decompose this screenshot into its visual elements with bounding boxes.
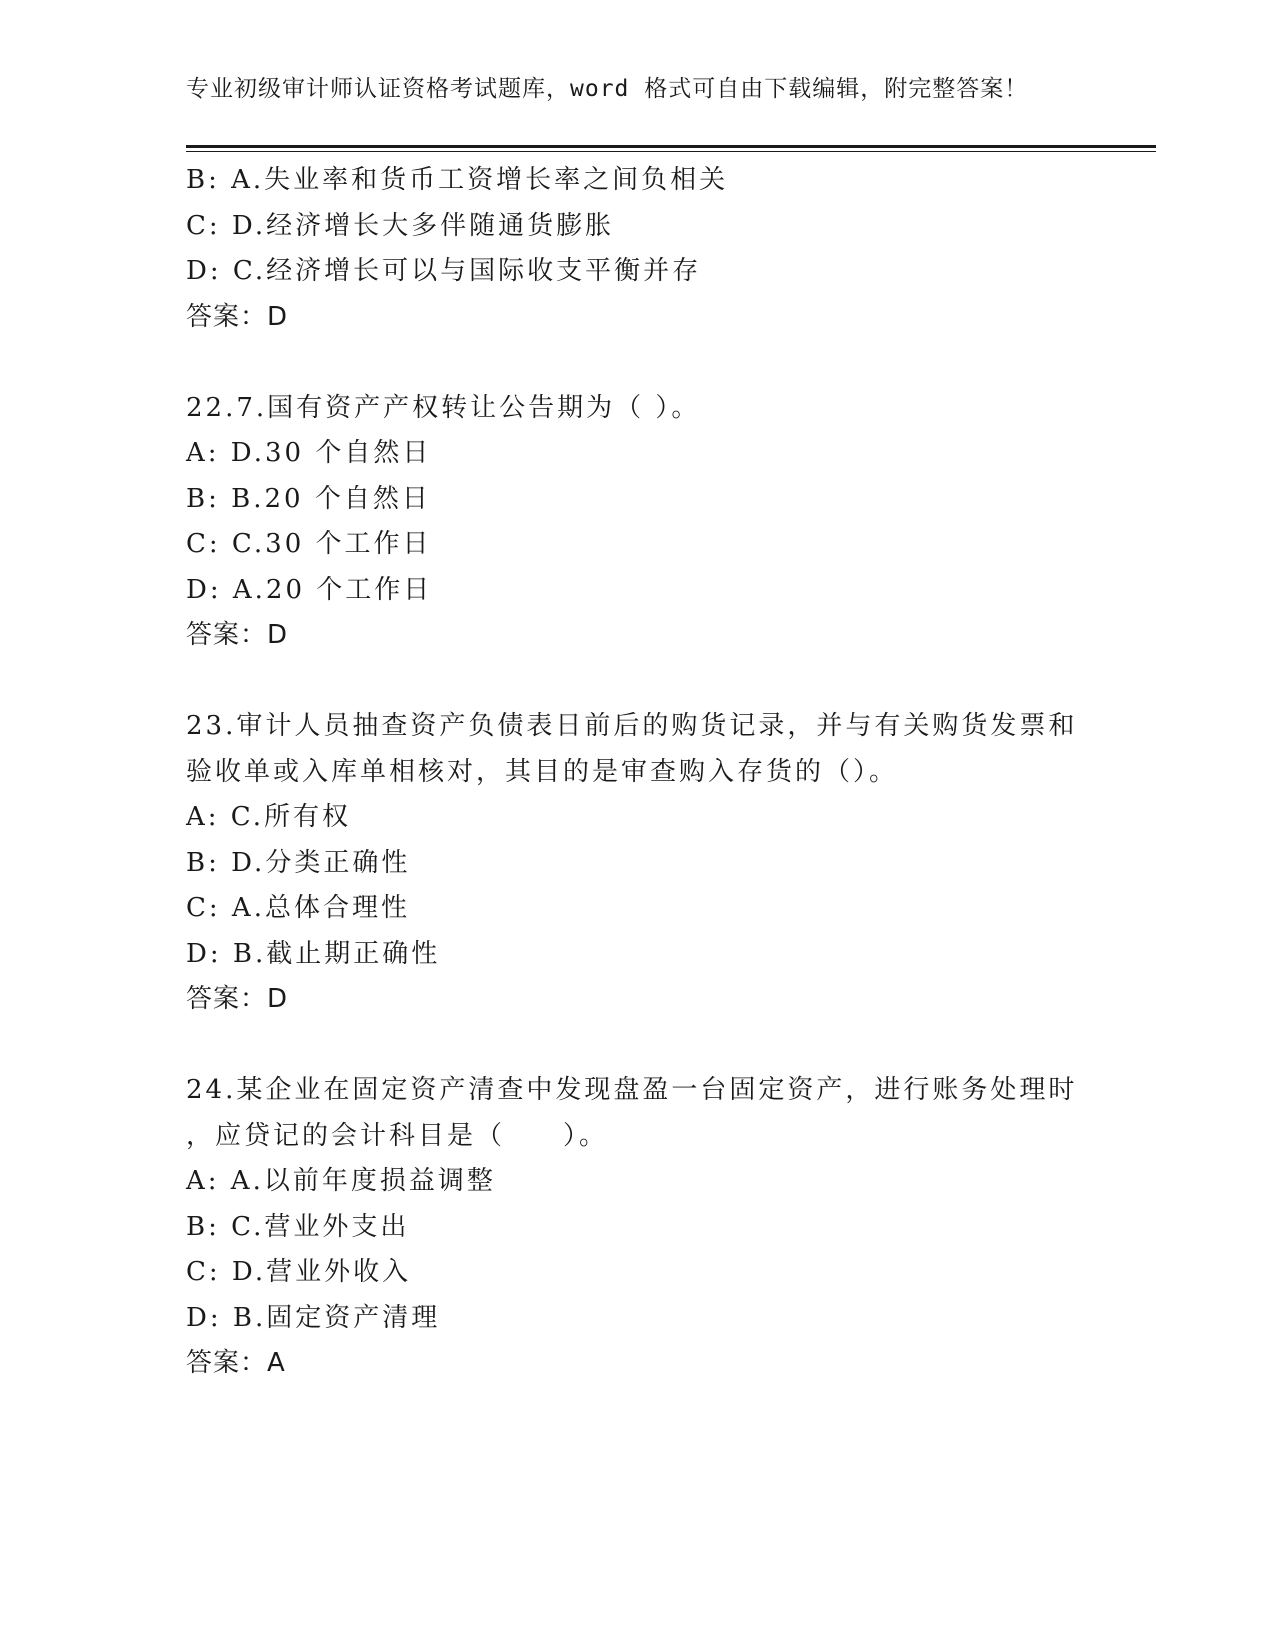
header-rule-thick [186, 145, 1156, 148]
question-22 [186, 386, 1086, 659]
option-c: C: C.30 个工作日 [186, 529, 432, 559]
answer: 答案：D [186, 301, 289, 332]
document-header: 专业初级审计师认证资格考试题库，word 格式可自由下载编辑，附完整答案！ [186, 76, 1029, 102]
header-rule-thin [186, 151, 1156, 152]
question-21-tail [186, 158, 1086, 340]
option-d: D: A.20 个工作日 [186, 574, 433, 605]
option-a: A: D.30 个自然日 [186, 438, 432, 468]
option-c: C: D.营业外收入 [186, 1257, 412, 1287]
question-stem-line-1: 24.某企业在固定资产清查中发现盘盈一台固定资产，进行账务处理时 [186, 1075, 1078, 1105]
question-23 [186, 704, 1086, 1023]
answer: 答案：A [186, 1348, 286, 1378]
question-24 [186, 1068, 1086, 1387]
option-d: D: C.经济增长可以与国际收支平衡并存 [186, 256, 702, 286]
option-d: D: B.固定资产清理 [186, 1302, 441, 1333]
option-b: B: B.20 个自然日 [186, 483, 431, 514]
option-b: B: D.分类正确性 [186, 847, 411, 878]
answer: 答案：D [186, 620, 289, 650]
question-stem-line-1: 23.审计人员抽查资产负债表日前后的购货记录，并与有关购货发票和 [186, 711, 1078, 741]
question-stem-line-2: 验收单或入库单相核对，其目的是审查购入存货的（）。 [186, 756, 899, 787]
question-list [186, 158, 1086, 1387]
answer: 答案：D [186, 984, 289, 1014]
question-stem: 22.7.国有资产产权转让公告期为（ ）。 [186, 392, 701, 423]
option-a: A: A.以前年度损益调整 [186, 1166, 496, 1196]
option-d: D: B.截止期正确性 [186, 938, 441, 969]
question-stem-line-2: ，应贷记的会计科目是（ ）。 [186, 1120, 609, 1151]
option-a: A: C.所有权 [186, 802, 352, 832]
option-c: C: A.总体合理性 [186, 893, 410, 923]
option-c: C: D.经济增长大多伴随通货膨胀 [186, 210, 615, 241]
option-b: B: A.失业率和货币工资增长率之间负相关 [186, 165, 729, 195]
option-b: B: C.营业外支出 [186, 1211, 410, 1242]
